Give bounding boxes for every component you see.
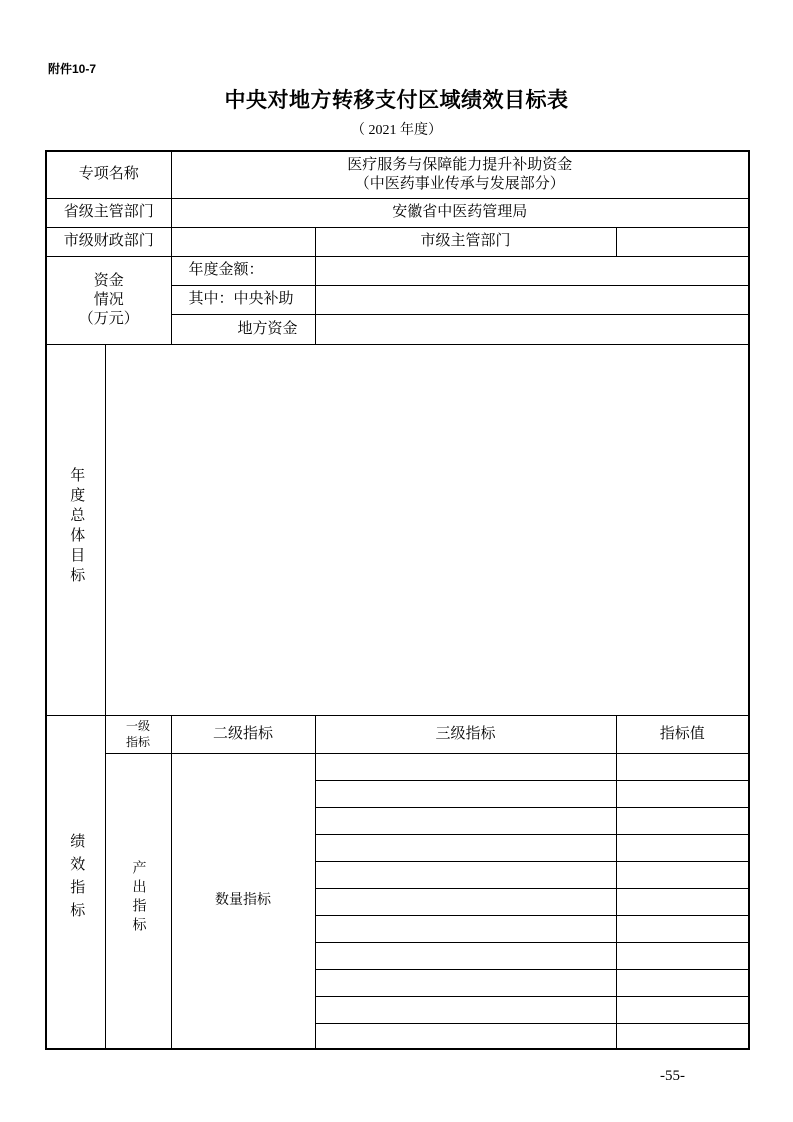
annual-amount-value: [315, 256, 749, 285]
level3-cell: [315, 915, 616, 942]
city-dept-value: [616, 227, 749, 256]
level1-header-cell: [105, 715, 171, 753]
level3-cell: [315, 996, 616, 1023]
project-name-label: 专项名称: [46, 151, 171, 198]
row-annual-amount: [46, 256, 749, 285]
funds-label-line-3: （万元）: [78, 310, 139, 327]
value-cell: [616, 861, 749, 888]
annual-amount-label: 年度金额：: [171, 256, 315, 285]
value-cell: [616, 915, 749, 942]
level3-cell: [315, 807, 616, 834]
value-cell: [616, 780, 749, 807]
funds-label-line-1: 资金: [93, 272, 124, 289]
project-name-line-1: 医疗服务与保障能力提升补助资金: [347, 156, 573, 173]
city-finance-label: 市级财政部门: [46, 227, 171, 256]
value-header: 指标值: [616, 715, 749, 753]
level3-cell: [315, 780, 616, 807]
value-cell: [616, 807, 749, 834]
local-funds-label: 地方资金: [171, 314, 315, 344]
city-dept-label: 市级主管部门: [315, 227, 616, 256]
performance-label: 绩效指标: [68, 832, 85, 925]
attachment-label: 附件10-7: [48, 62, 97, 76]
level3-cell: [315, 969, 616, 996]
central-subsidy-label: 其中：中央补助: [171, 285, 315, 314]
level1-output-cell: [105, 753, 171, 1049]
row-project-name: [46, 151, 749, 198]
value-cell: [616, 996, 749, 1023]
row-annual-goal: [46, 344, 749, 715]
level3-cell: [315, 1023, 616, 1049]
level1-output: 产出指标: [130, 859, 146, 936]
provincial-dept-label: 省级主管部门: [46, 198, 171, 227]
level3-cell: [315, 753, 616, 780]
level3-cell: [315, 942, 616, 969]
provincial-dept-value: 安徽省中医药管理局: [171, 198, 749, 227]
performance-target-table: [45, 150, 750, 1050]
value-cell: [616, 888, 749, 915]
level1-header: 一级指标: [125, 719, 150, 749]
funds-label-line-2: 情况: [93, 291, 124, 308]
annual-goal-label-cell: [46, 344, 105, 715]
row-indicator-header: [46, 715, 749, 753]
value-cell: [616, 834, 749, 861]
level3-cell: [315, 888, 616, 915]
project-name-value: [171, 151, 749, 198]
value-cell: [616, 1023, 749, 1049]
value-cell: [616, 753, 749, 780]
value-cell: [616, 969, 749, 996]
row-city-depts: [46, 227, 749, 256]
row-provincial-dept: [46, 198, 749, 227]
level2-header: 二级指标: [171, 715, 315, 753]
annual-goal-value: [105, 344, 749, 715]
level3-header: 三级指标: [315, 715, 616, 753]
value-cell: [616, 942, 749, 969]
page-number: -55-: [660, 1068, 685, 1084]
level3-cell: [315, 834, 616, 861]
funds-label: [46, 256, 171, 344]
performance-label-cell: [46, 715, 105, 1049]
level2-quantity: 数量指标: [171, 753, 315, 1049]
document-title: 中央对地方转移支付区域绩效目标表: [224, 88, 569, 112]
city-finance-value: [171, 227, 315, 256]
level3-cell: [315, 861, 616, 888]
year-line: （ 2021 年度）: [351, 123, 442, 138]
table-row: [46, 753, 749, 780]
project-name-line-2: （中医药事业传承与发展部分）: [354, 175, 565, 192]
local-funds-value: [315, 314, 749, 344]
annual-goal-label: 年度总体目标: [68, 466, 85, 587]
central-subsidy-value: [315, 285, 749, 314]
